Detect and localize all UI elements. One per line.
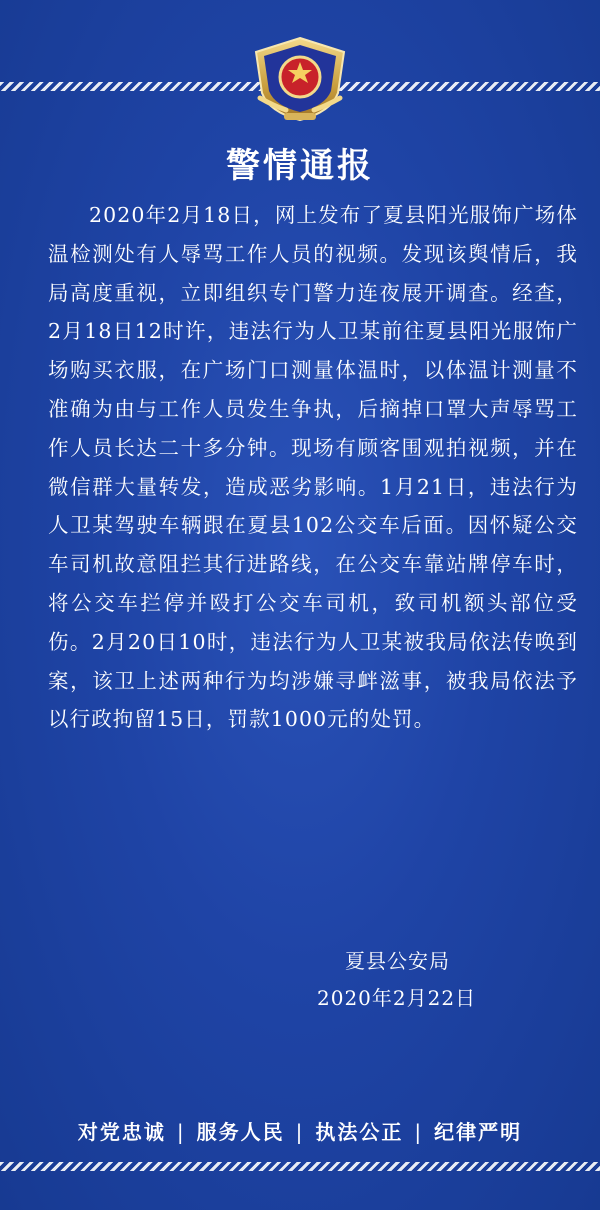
slogan-bar [0,1116,600,1145]
issue-date: 2020年2月22日 [317,986,477,1010]
slogan-separator: | [295,1120,305,1144]
slogan-separator: | [176,1120,186,1144]
slogan-separator: | [414,1120,424,1144]
slogan-item: 服务人民 [196,1120,285,1144]
slogan-item: 对党忠诚 [77,1120,166,1144]
issuing-agency: 夏县公安局 [345,949,450,973]
police-emblem-icon [238,34,362,124]
slogan-item: 纪律严明 [434,1120,523,1144]
notice-body: 2020年2月18日，网上发布了夏县阳光服饰广场体温检测处有人辱骂工作人员的视频。发现该舆情后，我局高度重视，立即组织专门警力连夜展开调查。经查，2月18日12时许，违法行为人卫某前往夏县阳光服饰广场购买衣服，在广场门口测量体温时，以体温计测量不准确为由与工作人员发生争执，后摘掉口罩大声辱骂工作人员长达二十多分钟。现场有顾客围观拍视频，并在微信群大量转发，造成恶劣影响。1月21日，违法行为人卫某驾驶车辆跟在夏县102公交车后面。因怀疑公交车司机故意阻拦其行进路线，在公交车靠站牌停车时，将公交车拦停并殴打公交车司机，致司机额头部位受伤。2月20日10时，违法行为人卫某被我局依法传唤到案，该卫上述两种行为均涉嫌寻衅滋事，被我局依法予以行政拘留15日，罚款1000元的处罚。 [48,203,578,732]
notice-title: 警情通报 [226,146,374,186]
slogan-item: 执法公正 [315,1120,404,1144]
bottom-decorative-stripe [0,1162,600,1171]
